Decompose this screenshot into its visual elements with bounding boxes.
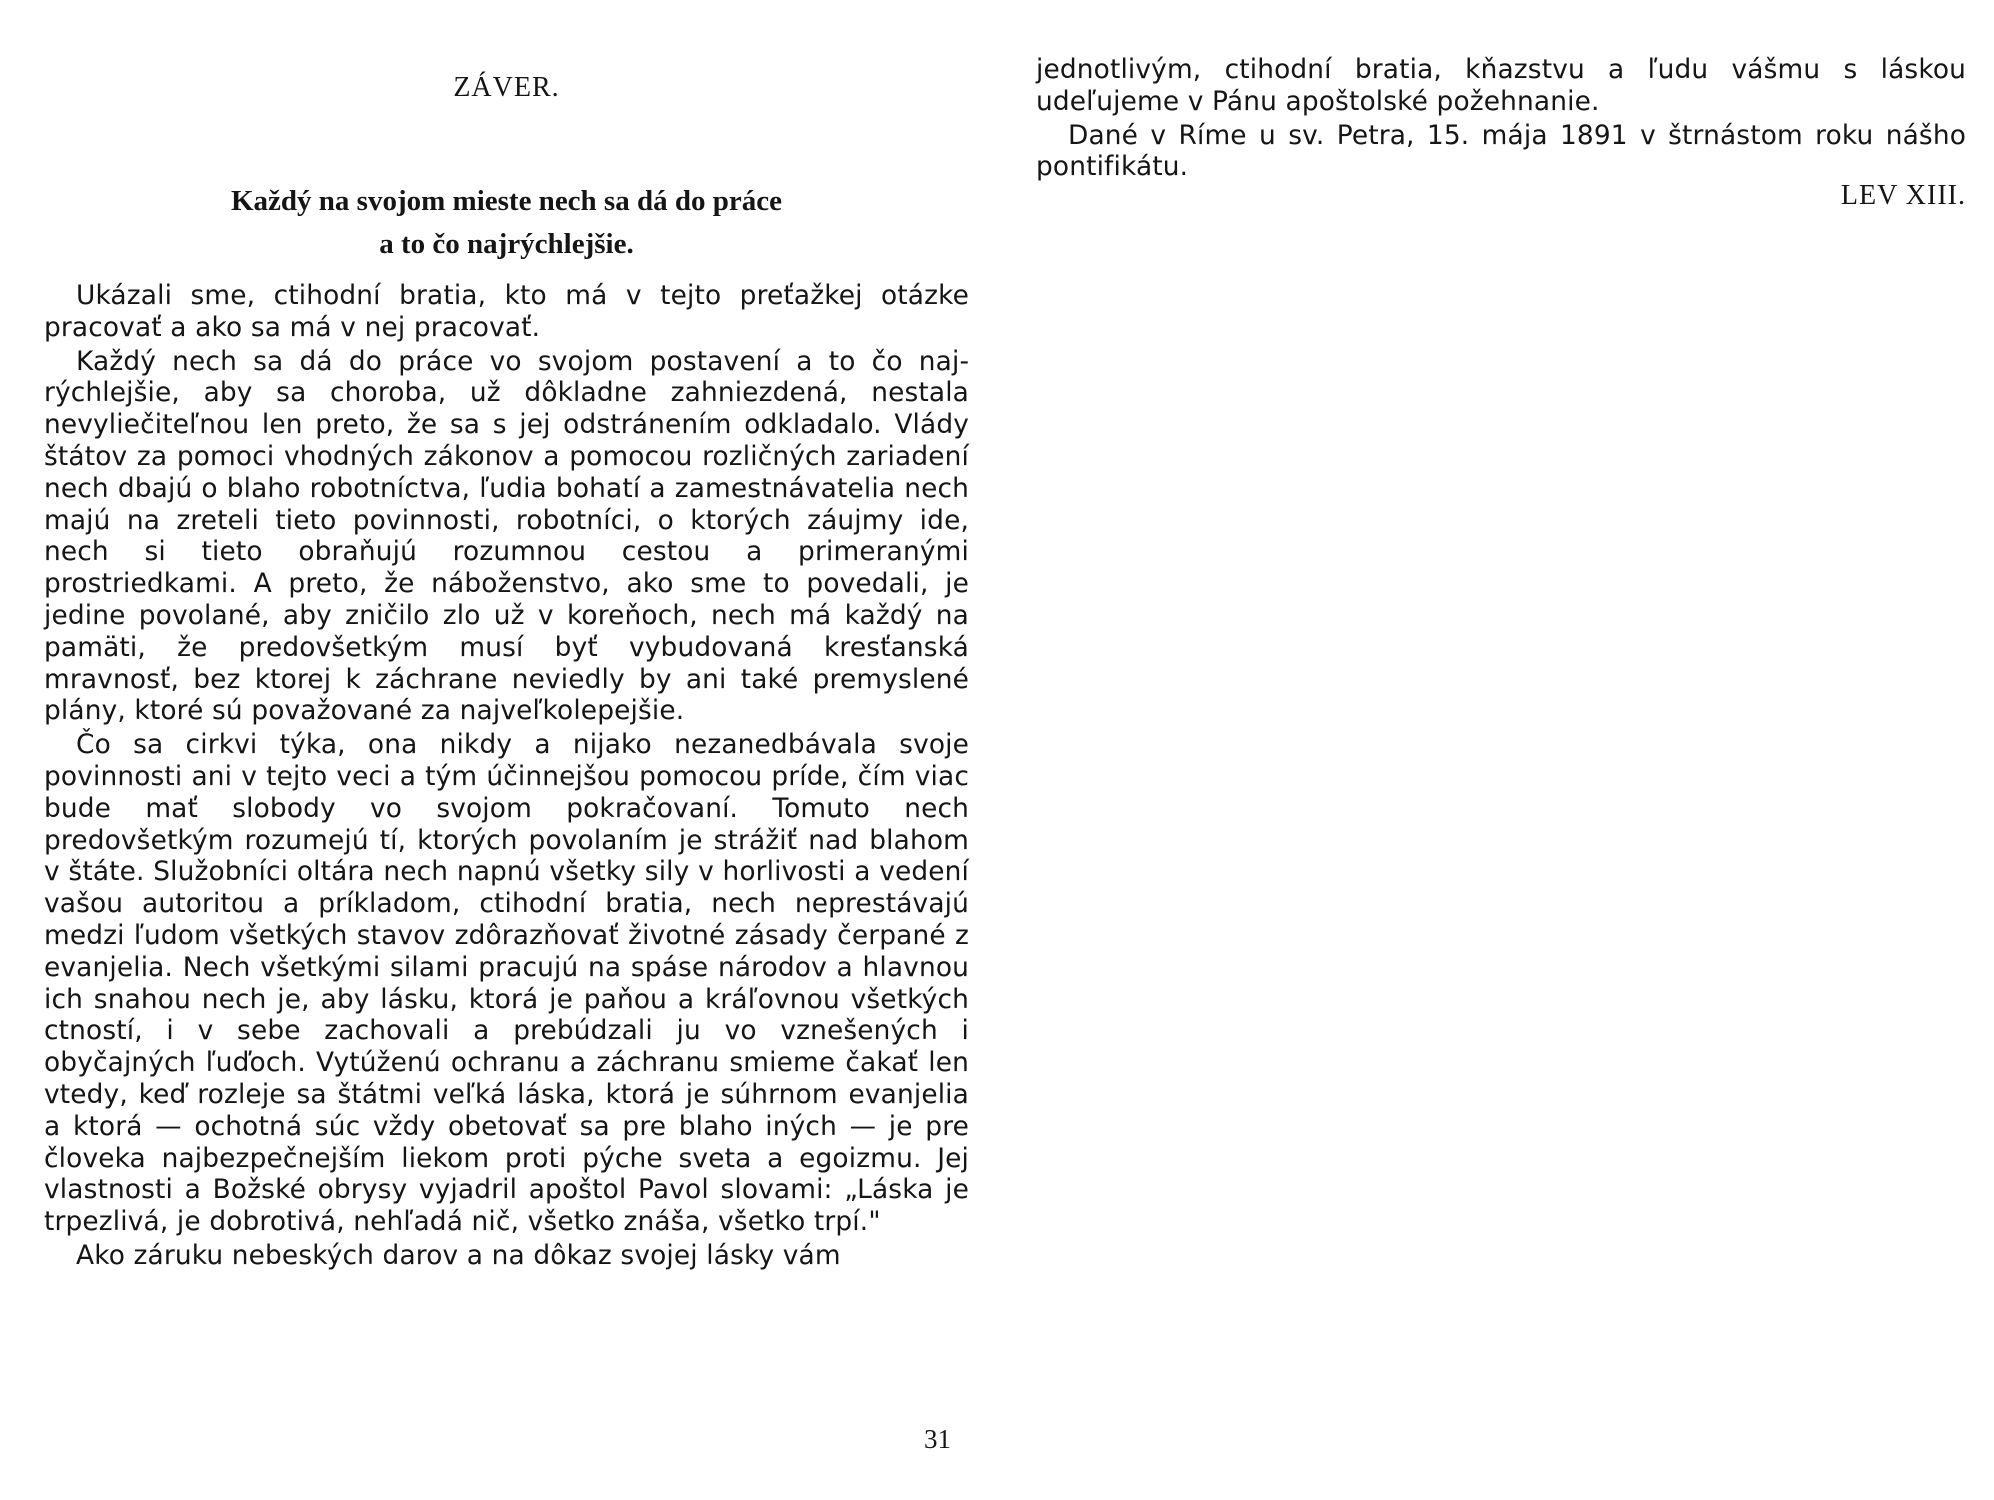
left-page [44, 0, 969, 1500]
closing-paragraph: jednotlivým, ctihodní bratia, kňazstvu a ľudu vášmu s láskou udeľujeme v Pánu apoštolské požehnanie. [1036, 54, 1966, 117]
paragraph-4: Ako záruku nebeských darov a na dôkaz svojej lásky vám [76, 1239, 841, 1271]
paragraph-3: Čo sa cirkvi týka, ona nikdy a nijako nezanedbávala svoje povinnosti ani v tejto veci a tým účinnejšou pomocou príde, čím viac bude mať slobody vo svojom pokračovaní. Tomuto nech predovšetkým rozumejú tí, ktorých povolaním je strážiť nad blahom v štáte. Služobníci oltára nech napnú všetky sily v horlivosti a vedení vašou autoritou a príkladom, ctihodní bratia, nech neprestávajú medzi ľudom všetkých stavov zdôrazňovať životné zásady čerpané z evanjelia. Nech všetkými silami pracujú na spáse národov a hlavnou ich snahou nech je, aby lásku, ktorá je paňou a kráľovnou všetkých ctností, i v sebe zachovali a prebúdzali ju vo vznešených i obyčajných ľuďoch. Vytúženú ochranu a záchranu smieme čakať len vtedy, keď rozleje sa štátmi veľká láska, ktorá je súhrnom evanjelia a ktorá — ochotná súc vždy obetovať sa pre blaho iných — je pre človeka najbezpečnejším liekom proti pýche sveta a egoizmu. Jej vlastnosti a Božské obrysy vyjadril apoštol Pavol slovami: „Láska je trpezlivá, je dobrotivá, nehľadá nič, všetko znáša, všetko trpí." [44, 729, 969, 1238]
subtitle-line-2: a to čo najrýchlejšie. [379, 228, 634, 260]
right-body-text [1036, 54, 1966, 185]
chapter-title: ZÁVER. [453, 72, 560, 103]
paragraph-1: Ukázali sme, ctihodní bratia, kto má v tejto preťažkej otázke pracovať a ako sa má v nej pracovať. [44, 280, 969, 343]
signature: LEV XIII. [1840, 180, 1966, 211]
page-number: 31 [924, 1424, 951, 1454]
date-paragraph: Dané v Ríme u sv. Petra, 15. mája 1891 v štrnástom roku nášho pontifikátu. [1036, 119, 1966, 183]
subtitle-line-1: Každý na svojom mieste nech sa dá do práce [231, 185, 782, 217]
right-page [1036, 0, 1966, 1500]
chapter-subtitle [44, 180, 969, 266]
left-body-text [44, 280, 969, 1274]
paragraph-2: Každý nech sa dá do práce vo svojom postavení a to čo najrýchlejšie, aby sa choroba, už dôkladne zahniezdená, nestala nevyliečiteľnou len preto, že sa s jej odstránením odkladalo. Vlády štátov za pomoci vhodných zákonov a pomocou rozličných zariadení nech dbajú o blaho robotníctva, ľudia bohatí a zamestnávatelia nech majú na zreteli tieto povinnosti, robotníci, o ktorých záujmy ide, nech si tieto obraňujú rozumnou cestou a primeranými prostriedkami. A preto, že náboženstvo, ako sme to povedali, je jedine povolané, aby zničilo zlo už v koreňoch, nech má každý na pamäti, že predovšetkým musí byť vybudovaná kresťanská mravnosť, bez ktorej k záchrane neviedly by ani také premyslené plány, ktoré sú považované za najveľkolepejšie. [44, 345, 969, 727]
